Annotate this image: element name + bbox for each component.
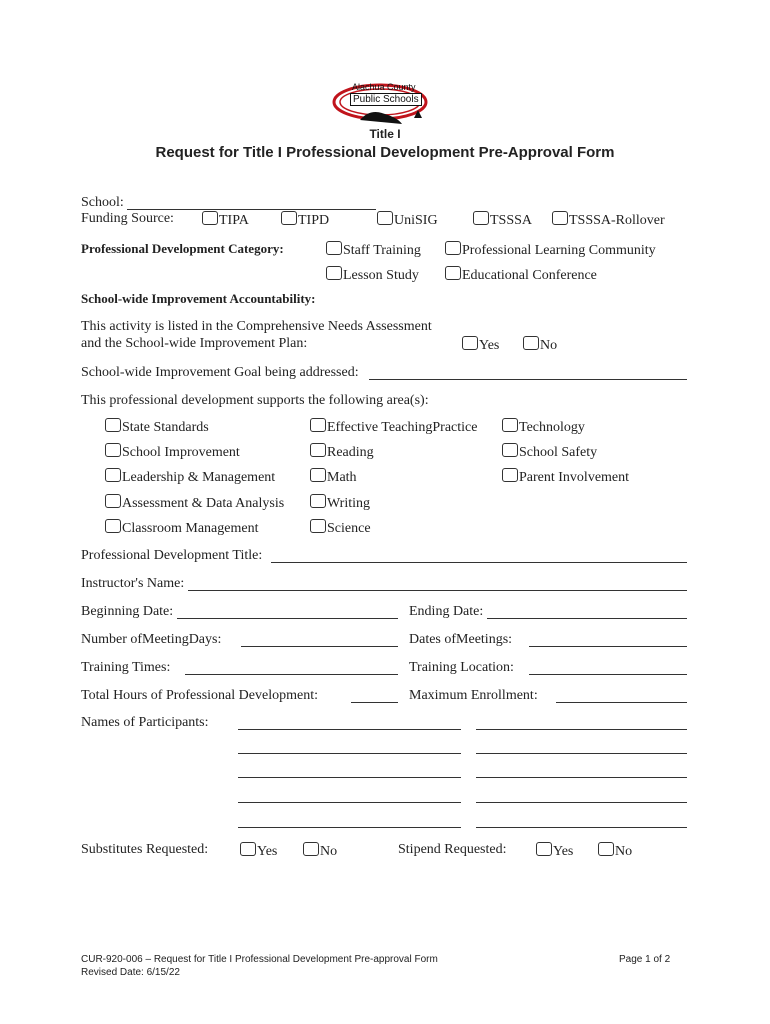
meeting-days-field[interactable] bbox=[241, 646, 398, 647]
substitutes-yes-option[interactable]: Yes bbox=[240, 842, 277, 860]
meeting-dates-field[interactable] bbox=[529, 646, 687, 647]
area-school-improvement[interactable]: School Improvement bbox=[105, 443, 240, 461]
pd-educational-conference-option[interactable]: Educational Conference bbox=[445, 266, 597, 284]
accountability-line2: and the School-wide Improvement Plan: bbox=[81, 336, 308, 351]
participants-label: Names of Participants: bbox=[81, 715, 209, 730]
max-enrollment-label: Maximum Enrollment: bbox=[409, 688, 538, 703]
pd-plc-option[interactable]: Professional Learning Community bbox=[445, 241, 656, 259]
participant-field[interactable] bbox=[476, 802, 687, 803]
checkbox[interactable] bbox=[523, 336, 539, 350]
participant-field[interactable] bbox=[238, 777, 461, 778]
checkbox[interactable] bbox=[310, 443, 326, 457]
checkbox[interactable] bbox=[502, 443, 518, 457]
pd-title-field[interactable] bbox=[271, 562, 687, 563]
area-math[interactable]: Math bbox=[310, 468, 357, 486]
district-logo bbox=[330, 80, 442, 128]
participant-field[interactable] bbox=[476, 827, 687, 828]
stipend-yes-option[interactable]: Yes bbox=[536, 842, 573, 860]
area-school-safety[interactable]: School Safety bbox=[502, 443, 597, 461]
checkbox[interactable] bbox=[326, 241, 342, 255]
checkbox[interactable] bbox=[598, 842, 614, 856]
school-label: School: bbox=[81, 195, 124, 210]
participant-field[interactable] bbox=[476, 753, 687, 754]
area-classroom-management[interactable]: Classroom Management bbox=[105, 519, 258, 537]
checkbox[interactable] bbox=[105, 519, 121, 533]
area-leadership-management[interactable]: Leadership & Management bbox=[105, 468, 275, 486]
meeting-days-label: Number ofMeetingDays: bbox=[81, 632, 222, 647]
logo-text-line1: Alachua County bbox=[352, 82, 416, 92]
participant-field[interactable] bbox=[238, 729, 461, 730]
checkbox[interactable] bbox=[502, 468, 518, 482]
footer-form-id: CUR-920-006 – Request for Title I Professional Development Pre-approval Form bbox=[81, 954, 438, 965]
checkbox[interactable] bbox=[202, 211, 218, 225]
checkbox[interactable] bbox=[105, 468, 121, 482]
end-date-label: Ending Date: bbox=[409, 604, 484, 619]
training-location-field[interactable] bbox=[529, 674, 687, 675]
pd-category-label: Professional Development Category: bbox=[81, 241, 284, 256]
checkbox[interactable] bbox=[326, 266, 342, 280]
area-parent-involvement[interactable]: Parent Involvement bbox=[502, 468, 629, 486]
participant-field[interactable] bbox=[238, 802, 461, 803]
checkbox[interactable] bbox=[303, 842, 319, 856]
stipend-label: Stipend Requested: bbox=[398, 842, 507, 857]
funding-label: Funding Source: bbox=[81, 211, 174, 226]
instructor-label: Instructor's Name: bbox=[81, 576, 185, 591]
checkbox[interactable] bbox=[310, 418, 326, 432]
funding-unisig-option[interactable]: UniSIG bbox=[377, 211, 438, 229]
funding-tsssa-rollover-option[interactable]: TSSSA-Rollover bbox=[552, 211, 665, 229]
substitutes-no-option[interactable]: No bbox=[303, 842, 337, 860]
area-assessment-data[interactable]: Assessment & Data Analysis bbox=[105, 494, 284, 512]
checkbox[interactable] bbox=[473, 211, 489, 225]
checkbox[interactable] bbox=[105, 494, 121, 508]
pd-staff-training-option[interactable]: Staff Training bbox=[326, 241, 421, 259]
checkbox[interactable] bbox=[377, 211, 393, 225]
goal-label: School-wide Improvement Goal being addressed: bbox=[81, 365, 359, 380]
substitutes-label: Substitutes Requested: bbox=[81, 842, 209, 857]
footer-revised-date: Revised Date: 6/15/22 bbox=[81, 967, 180, 978]
funding-tsssa-option[interactable]: TSSSA bbox=[473, 211, 532, 229]
accountability-yes-option[interactable]: Yes bbox=[462, 336, 499, 354]
pd-title-label: Professional Development Title: bbox=[81, 548, 263, 563]
participant-field[interactable] bbox=[476, 729, 687, 730]
checkbox[interactable] bbox=[445, 241, 461, 255]
accountability-heading: School-wide Improvement Accountability: bbox=[81, 291, 316, 306]
accountability-no-option[interactable]: No bbox=[523, 336, 557, 354]
checkbox[interactable] bbox=[310, 494, 326, 508]
meeting-dates-label: Dates ofMeetings: bbox=[409, 632, 513, 647]
checkbox[interactable] bbox=[105, 443, 121, 457]
training-times-label: Training Times: bbox=[81, 660, 171, 675]
participant-field[interactable] bbox=[238, 827, 461, 828]
total-hours-field[interactable] bbox=[351, 702, 398, 703]
checkbox[interactable] bbox=[310, 468, 326, 482]
checkbox[interactable] bbox=[105, 418, 121, 432]
participant-field[interactable] bbox=[476, 777, 687, 778]
end-date-field[interactable] bbox=[487, 618, 687, 619]
checkbox[interactable] bbox=[445, 266, 461, 280]
instructor-field[interactable] bbox=[188, 590, 687, 591]
max-enrollment-field[interactable] bbox=[556, 702, 687, 703]
area-writing[interactable]: Writing bbox=[310, 494, 370, 512]
checkbox[interactable] bbox=[536, 842, 552, 856]
begin-date-label: Beginning Date: bbox=[81, 604, 174, 619]
accountability-line1: This activity is listed in the Comprehensive Needs Assessment bbox=[81, 319, 432, 334]
funding-tipa-option[interactable]: TIPA bbox=[202, 211, 249, 229]
area-state-standards[interactable]: State Standards bbox=[105, 418, 209, 436]
checkbox[interactable] bbox=[552, 211, 568, 225]
stipend-no-option[interactable]: No bbox=[598, 842, 632, 860]
goal-field[interactable] bbox=[369, 379, 687, 380]
checkbox[interactable] bbox=[310, 519, 326, 533]
pd-lesson-study-option[interactable]: Lesson Study bbox=[326, 266, 419, 284]
checkbox[interactable] bbox=[502, 418, 518, 432]
footer-page-number: Page 1 of 2 bbox=[619, 954, 671, 965]
school-field[interactable] bbox=[127, 209, 376, 210]
begin-date-field[interactable] bbox=[177, 618, 398, 619]
checkbox[interactable] bbox=[281, 211, 297, 225]
checkbox[interactable] bbox=[240, 842, 256, 856]
area-technology[interactable]: Technology bbox=[502, 418, 585, 436]
page-title: Request for Title I Professional Development Pre-Approval Form bbox=[155, 144, 615, 161]
logo-text-line2: Public Schools bbox=[350, 93, 422, 106]
areas-intro: This professional development supports the following area(s): bbox=[81, 393, 429, 408]
total-hours-label: Total Hours of Professional Development: bbox=[81, 688, 318, 703]
small-title: Title I bbox=[369, 127, 401, 141]
checkbox[interactable] bbox=[462, 336, 478, 350]
participant-field[interactable] bbox=[238, 753, 461, 754]
training-location-label: Training Location: bbox=[409, 660, 514, 675]
training-times-field[interactable] bbox=[185, 674, 398, 675]
area-reading[interactable]: Reading bbox=[310, 443, 374, 461]
area-effective-teaching[interactable]: Effective TeachingPractice bbox=[310, 418, 477, 436]
funding-tipd-option[interactable]: TIPD bbox=[281, 211, 329, 229]
area-science[interactable]: Science bbox=[310, 519, 371, 537]
